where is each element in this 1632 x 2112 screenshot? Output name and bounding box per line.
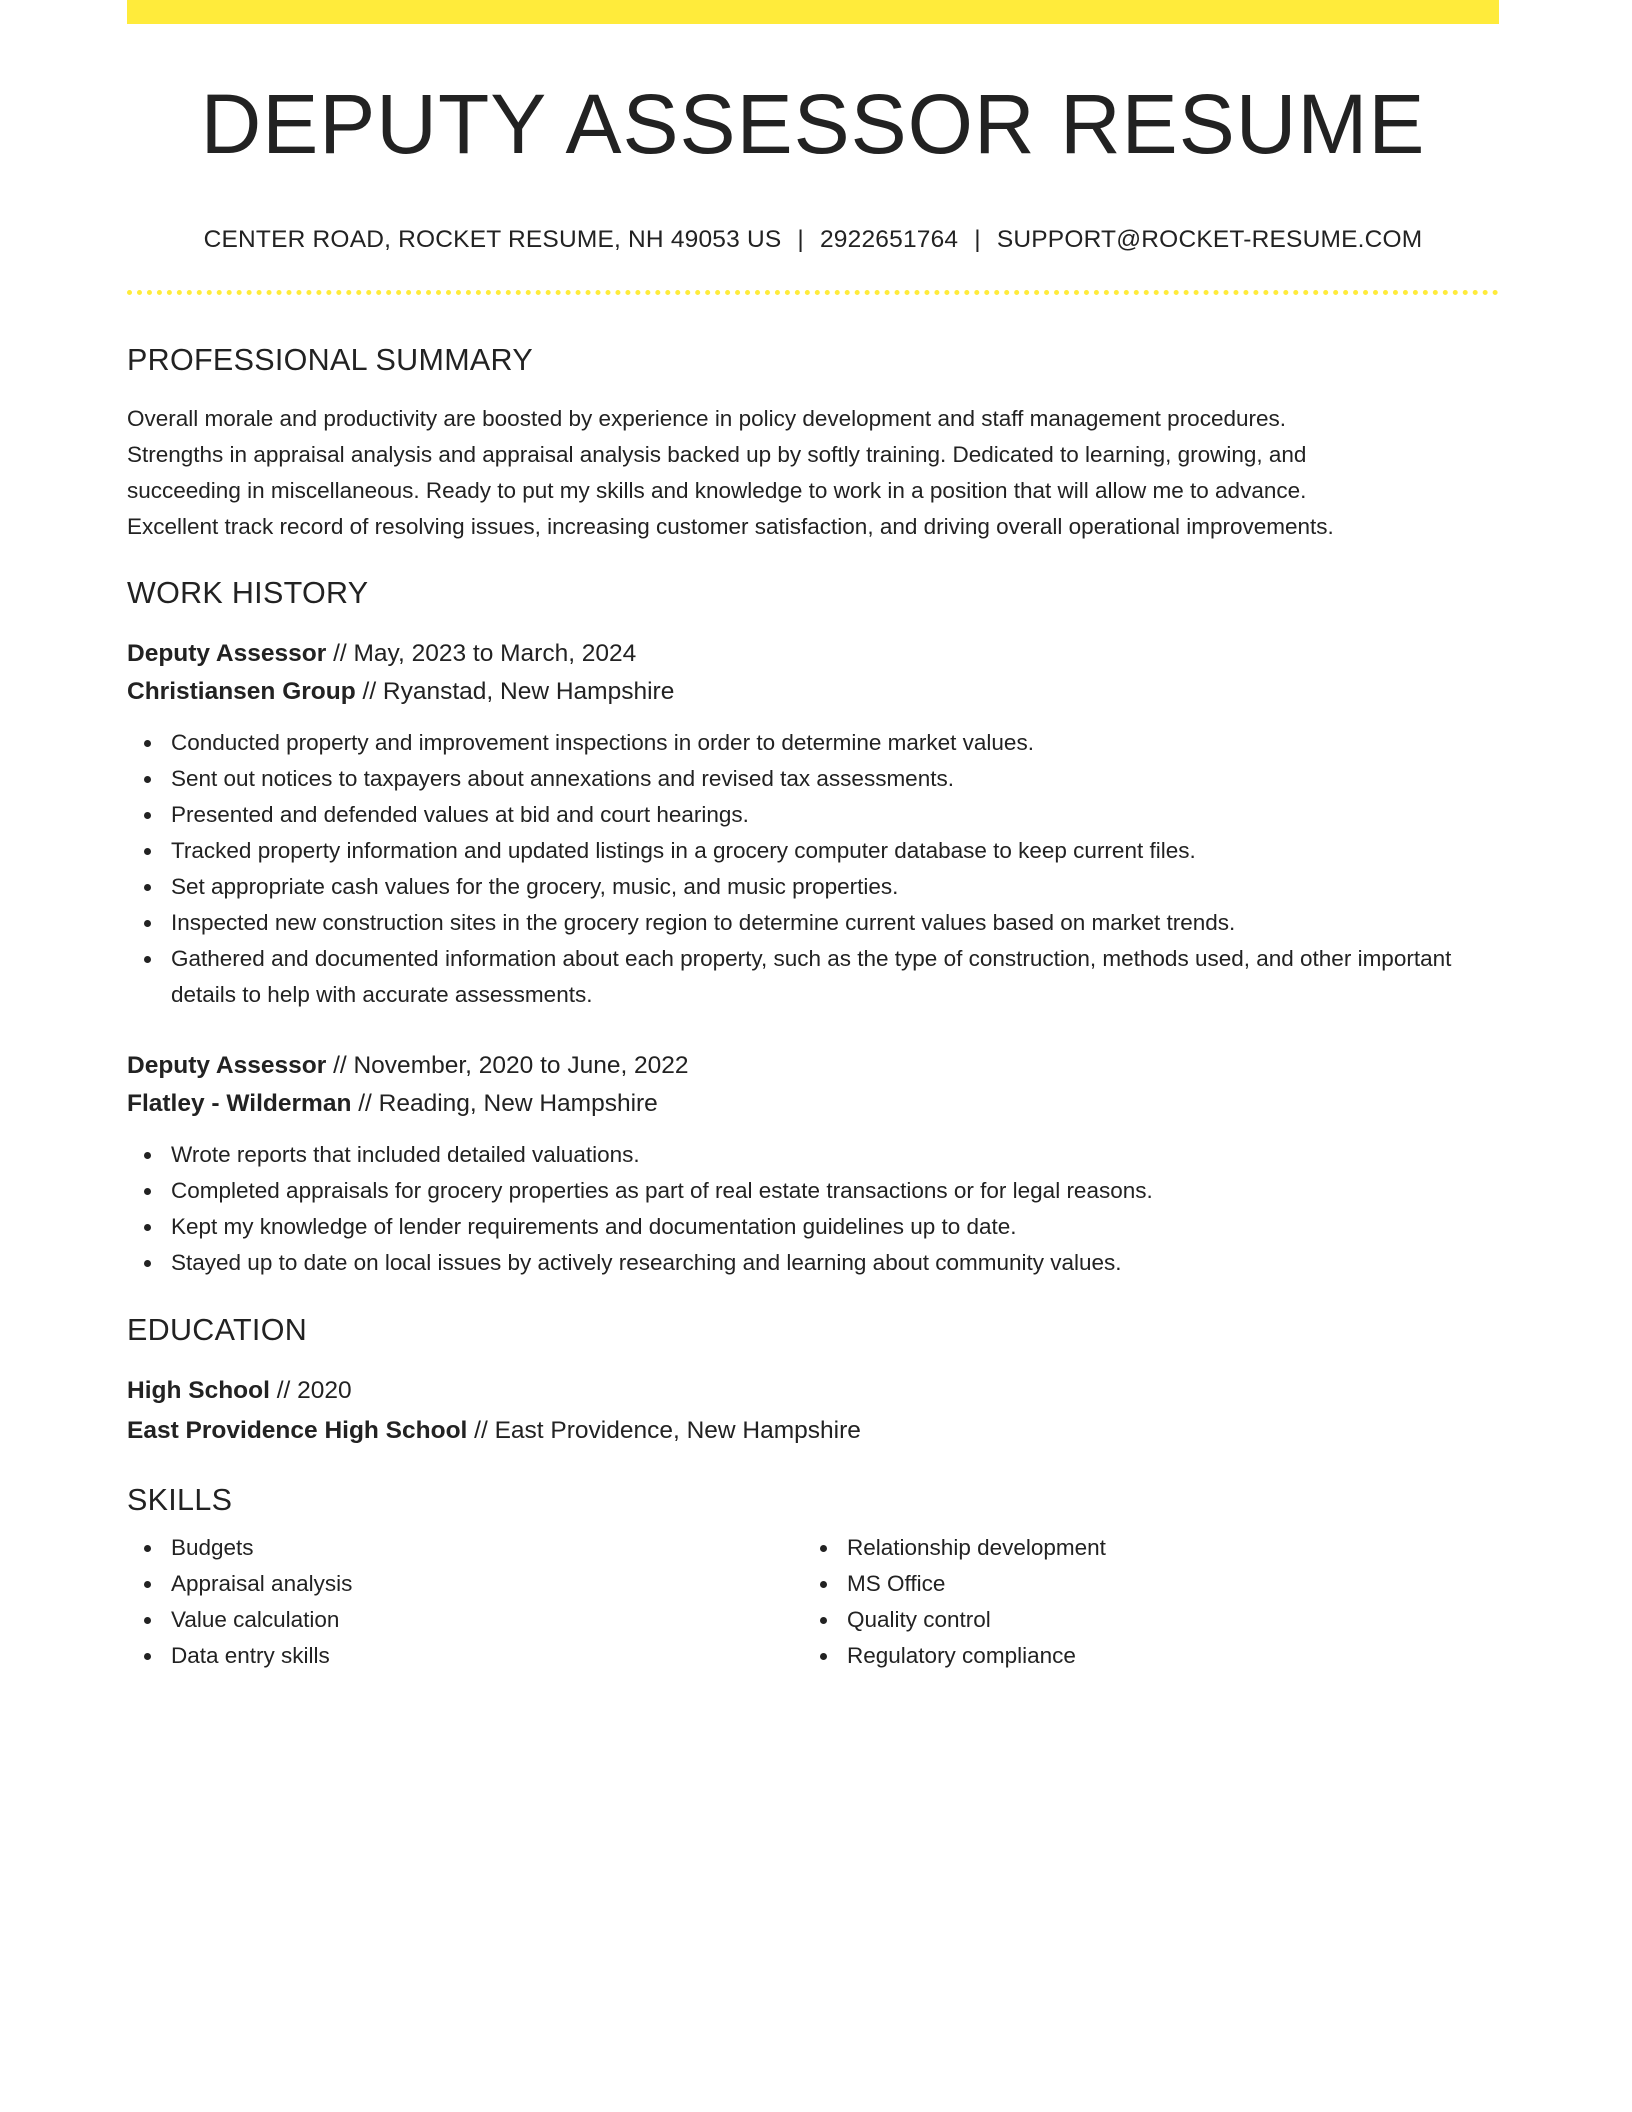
skills-columns — [127, 1530, 1499, 1674]
skill-text: Appraisal analysis — [171, 1570, 353, 1596]
skill-text: Data entry skills — [171, 1642, 330, 1668]
list-item — [803, 1566, 1479, 1602]
education-degree: High School — [127, 1377, 270, 1404]
resume-page — [127, 0, 1499, 1674]
contact-address: CENTER ROAD, ROCKET RESUME, NH 49053 US — [203, 226, 782, 253]
list-item — [803, 1530, 1479, 1566]
job-duties-list — [127, 725, 1499, 1013]
list-item — [127, 1173, 1499, 1209]
education-degree-line — [127, 1371, 1499, 1411]
job-location: // Reading, New Hampshire — [351, 1089, 658, 1117]
list-item — [803, 1602, 1479, 1638]
job-role-line — [127, 1047, 1499, 1085]
skill-text: MS Office — [847, 1570, 946, 1596]
summary-line: Strengths in appraisal analysis and appraisal analysis backed up by softly training. Dedicated to learning, growing, and — [127, 442, 1307, 467]
job-duties-list — [127, 1137, 1499, 1281]
summary-text — [127, 401, 1499, 545]
duty-text: Conducted property and improvement inspections in order to determine market values. — [171, 729, 1034, 755]
duty-text: Kept my knowledge of lender requirements and documentation guidelines up to date. — [171, 1213, 1017, 1239]
list-item — [127, 797, 1499, 833]
duty-text: Stayed up to date on local issues by actively researching and learning about community values. — [171, 1249, 1122, 1275]
skills-list-right — [803, 1530, 1479, 1674]
duty-text: Tracked property information and updated listings in a grocery computer database to keep current files. — [171, 837, 1196, 863]
list-item — [127, 725, 1499, 761]
summary-line: succeeding in miscellaneous. Ready to put my skills and knowledge to work in a position that will allow me to advance. — [127, 478, 1307, 503]
list-item — [127, 833, 1499, 869]
skill-text: Regulatory compliance — [847, 1642, 1076, 1668]
job-entry — [127, 635, 1499, 1013]
list-item — [127, 1602, 803, 1638]
contact-separator: | — [974, 226, 981, 253]
bullet-icon — [144, 740, 151, 747]
job-company-line — [127, 673, 1499, 711]
contact-email: SUPPORT@ROCKET-RESUME.COM — [996, 226, 1423, 253]
contact-phone: 2922651764 — [819, 226, 959, 253]
job-role: Deputy Assessor — [127, 1051, 327, 1079]
bullet-icon — [144, 1617, 151, 1624]
bullet-icon — [144, 884, 151, 891]
summary-line: Overall morale and productivity are boosted by experience in policy development and staff management procedures. — [127, 406, 1286, 431]
bullet-icon — [144, 848, 151, 855]
education-school-line — [127, 1411, 1499, 1451]
job-role-line — [127, 635, 1499, 673]
bullet-icon — [144, 1545, 151, 1552]
education-year: // 2020 — [269, 1377, 352, 1404]
contact-line — [127, 228, 1499, 253]
job-dates: // November, 2020 to June, 2022 — [326, 1051, 689, 1079]
section-title-skills: SKILLS — [127, 1483, 233, 1517]
section-title-summary: PROFESSIONAL SUMMARY — [127, 342, 533, 377]
duty-text: Wrote reports that included detailed valuations. — [171, 1141, 640, 1167]
resume-title: DEPUTY ASSESSOR RESUME — [200, 77, 1426, 171]
job-entry — [127, 1047, 1499, 1281]
bullet-icon — [144, 812, 151, 819]
job-company: Christiansen Group — [127, 677, 356, 705]
duty-text: Sent out notices to taxpayers about annexations and revised tax assessments. — [171, 765, 954, 791]
job-role: Deputy Assessor — [127, 639, 327, 667]
bullet-icon — [820, 1617, 827, 1624]
skill-text: Relationship development — [847, 1534, 1106, 1560]
list-item — [127, 869, 1499, 905]
skill-text: Quality control — [847, 1606, 991, 1632]
bullet-icon — [144, 1581, 151, 1588]
list-item — [127, 761, 1499, 797]
job-company-line — [127, 1085, 1499, 1123]
list-item — [127, 1530, 803, 1566]
list-item — [127, 1566, 803, 1602]
bullet-icon — [144, 1152, 151, 1159]
list-item — [127, 905, 1499, 941]
list-item — [127, 941, 1499, 1013]
skill-text: Value calculation — [171, 1606, 340, 1632]
skills-list-left — [127, 1530, 803, 1674]
duty-text: Completed appraisals for grocery properties as part of real estate transactions or for legal reasons. — [171, 1177, 1153, 1203]
bullet-icon — [144, 956, 151, 963]
list-item — [127, 1638, 803, 1674]
duty-text: Set appropriate cash values for the grocery, music, and music properties. — [171, 873, 899, 899]
duty-text: Gathered and documented information about each property, such as the type of construction, methods used, and other important details to help with accurate assessments. — [171, 945, 1452, 1007]
job-location: // Ryanstad, New Hampshire — [355, 677, 675, 705]
accent-bar — [127, 0, 1499, 24]
bullet-icon — [820, 1581, 827, 1588]
list-item — [803, 1638, 1479, 1674]
summary-line: Excellent track record of resolving issues, increasing customer satisfaction, and driving overall operational improvements. — [127, 514, 1334, 539]
contact-separator: | — [797, 226, 804, 253]
duty-text: Presented and defended values at bid and court hearings. — [171, 801, 749, 827]
duty-text: Inspected new construction sites in the grocery region to determine current values based on market trends. — [171, 909, 1236, 935]
bullet-icon — [144, 1653, 151, 1660]
section-title-education: EDUCATION — [127, 1312, 308, 1347]
dotted-divider — [127, 290, 1499, 295]
bullet-icon — [820, 1545, 827, 1552]
job-company: Flatley - Wilderman — [127, 1089, 352, 1117]
bullet-icon — [144, 1224, 151, 1231]
bullet-icon — [144, 776, 151, 783]
bullet-icon — [820, 1653, 827, 1660]
list-item — [127, 1245, 1499, 1281]
job-dates: // May, 2023 to March, 2024 — [326, 639, 637, 667]
education-location: // East Providence, New Hampshire — [467, 1417, 861, 1444]
list-item — [127, 1137, 1499, 1173]
bullet-icon — [144, 920, 151, 927]
skill-text: Budgets — [171, 1534, 254, 1560]
education-school: East Providence High School — [127, 1417, 468, 1444]
bullet-icon — [144, 1260, 151, 1267]
list-item — [127, 1209, 1499, 1245]
bullet-icon — [144, 1188, 151, 1195]
section-title-work-history: WORK HISTORY — [127, 576, 369, 610]
